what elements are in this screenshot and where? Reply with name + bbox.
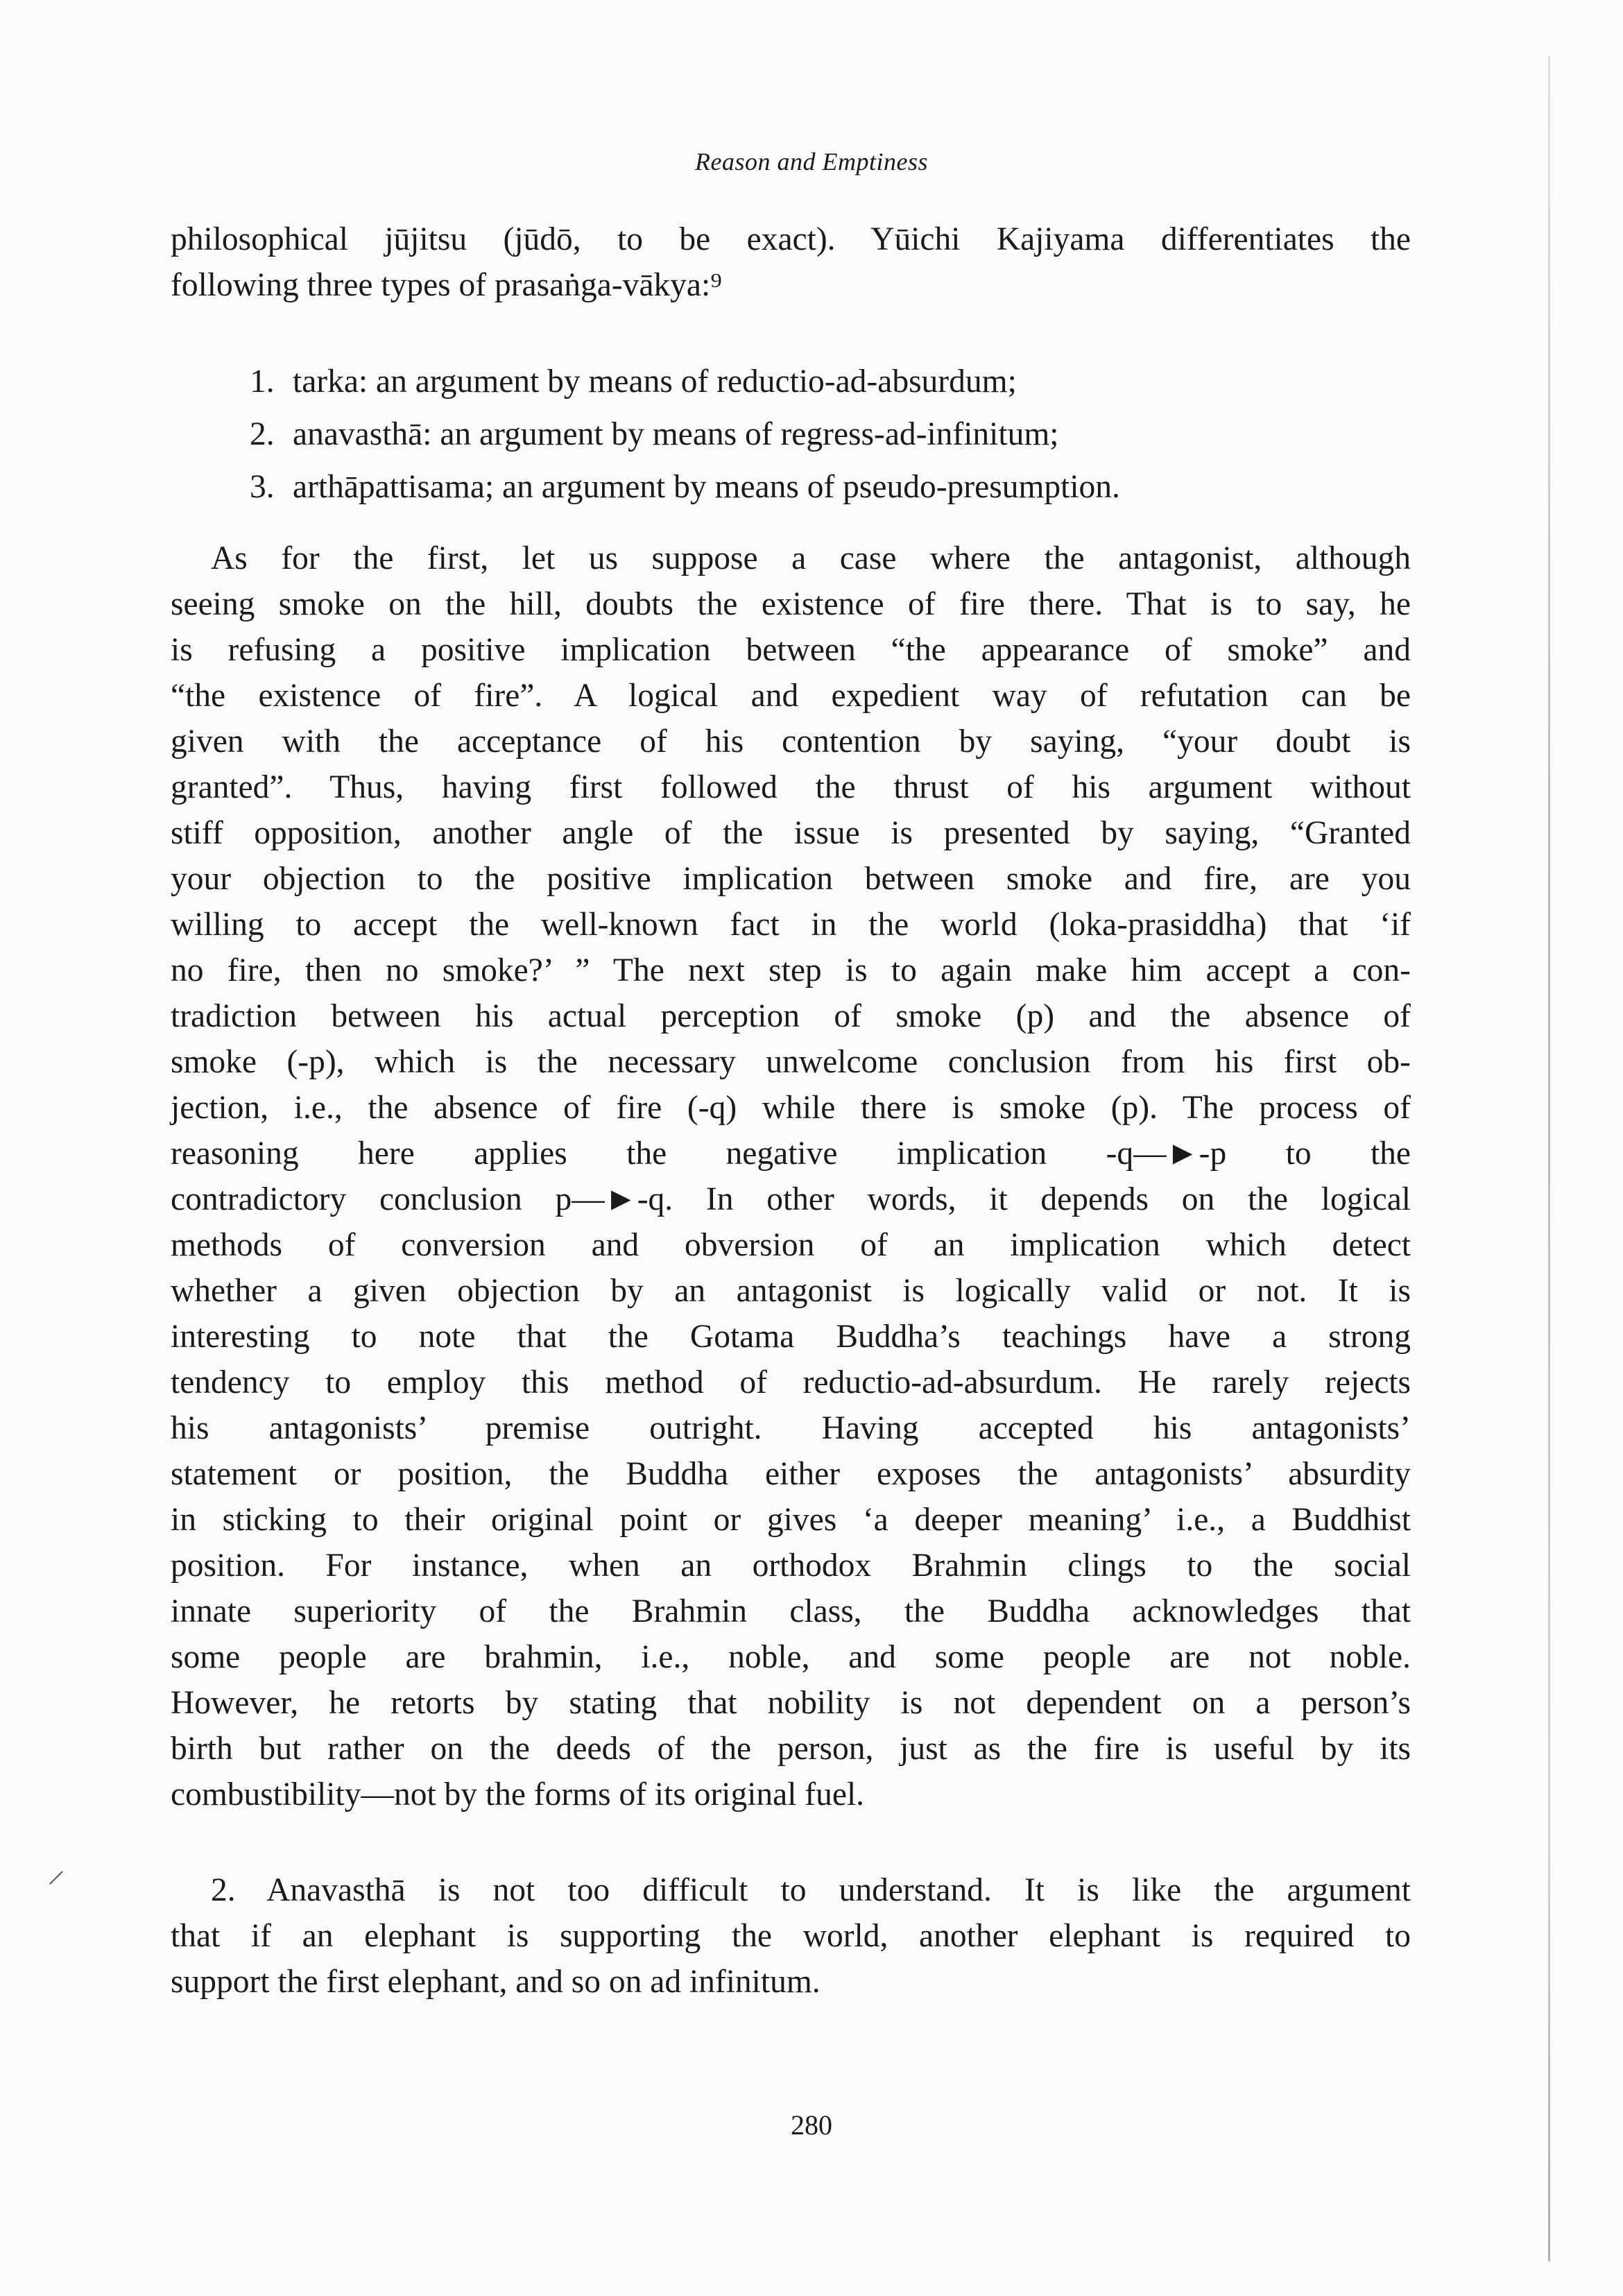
text-line: However, he retorts by stating that nobility is not dependent on a person’s bbox=[171, 1685, 1411, 1721]
text-line: your objection to the positive implication between smoke and fire, are you bbox=[171, 861, 1411, 897]
text-line: combustibility—not by the forms of its original fuel. bbox=[171, 1776, 865, 1813]
paragraph-anavastha bbox=[171, 1867, 1411, 2005]
page-number: 280 bbox=[791, 2109, 832, 2141]
text-line: seeing smoke on the hill, doubts the existence of fire there. That is to say, he bbox=[171, 586, 1411, 622]
text-line: jection, i.e., the absence of fire (-q) while there is smoke (p). The process of bbox=[171, 1090, 1411, 1126]
list-item: 1. tarka: an argument by means of reductio-ad-absurdum; bbox=[250, 363, 1017, 400]
text-line: is refusing a positive implication between “the appearance of smoke” and bbox=[171, 632, 1411, 668]
text-line: tendency to employ this method of reductio-ad-absurdum. He rarely rejects bbox=[171, 1364, 1411, 1400]
text-line: reasoning here applies the negative implication -q—►-p to the bbox=[171, 1136, 1411, 1172]
text-line: As for the first, let us suppose a case where the antagonist, although bbox=[211, 540, 1411, 576]
text-line: 2. Anavasthā is not too difficult to understand. It is like the argument bbox=[211, 1872, 1411, 1908]
text-line: whether a given objection by an antagonist is logically valid or not. It is bbox=[171, 1273, 1411, 1309]
text-line: in sticking to their original point or gives ‘a deeper meaning’ i.e., a Buddhist bbox=[171, 1502, 1411, 1538]
text-line: smoke (-p), which is the necessary unwelcome conclusion from his first ob- bbox=[171, 1044, 1411, 1080]
text-line: statement or position, the Buddha either exposes the antagonists’ absurdity bbox=[171, 1456, 1411, 1492]
text-line: following three types of prasaṅga-vākya:⁹ bbox=[171, 267, 722, 303]
text-line: his antagonists’ premise outright. Having accepted his antagonists’ bbox=[171, 1410, 1411, 1446]
text-line: “the existence of fire”. A logical and expedient way of refutation can be bbox=[171, 678, 1411, 714]
list-item: 2. anavasthā: an argument by means of regress-ad-infinitum; bbox=[250, 416, 1059, 452]
text-line: given with the acceptance of his contention by saying, “your doubt is bbox=[171, 723, 1411, 760]
text-line: no fire, then no smoke?’ ” The next step is to again make him accept a con- bbox=[171, 952, 1411, 988]
text-line: contradictory conclusion p—►-q. In other words, it depends on the logical bbox=[171, 1181, 1411, 1217]
text-line: that if an elephant is supporting the world, another elephant is required to bbox=[171, 1918, 1411, 1954]
text-line: tradiction between his actual perception of smoke (p) and the absence of bbox=[171, 998, 1411, 1034]
running-header: Reason and Emptiness bbox=[695, 148, 928, 175]
text-line: some people are brahmin, i.e., noble, and some people are not noble. bbox=[171, 1639, 1411, 1675]
list-item: 3. arthāpattisama; an argument by means of pseudo-presumption. bbox=[250, 469, 1120, 505]
prasanga-types-list bbox=[250, 355, 1120, 513]
text-line: position. For instance, when an orthodox Brahmin clings to the social bbox=[171, 1548, 1411, 1584]
text-line: stiff opposition, another angle of the issue is presented by saying, “Granted bbox=[171, 815, 1411, 851]
text-line: birth but rather on the deeds of the person, just as the fire is useful by its bbox=[171, 1731, 1411, 1767]
margin-pencil-mark bbox=[49, 1871, 63, 1885]
text-line: methods of conversion and obversion of an implication which detect bbox=[171, 1227, 1411, 1263]
text-line: willing to accept the well-known fact in the world (loka-prasiddha) that ‘if bbox=[171, 907, 1411, 943]
paragraph-intro bbox=[171, 216, 1411, 308]
scan-edge-shadow bbox=[1548, 55, 1550, 2261]
text-line: philosophical jūjitsu (jūdō, to be exact). Yūichi Kajiyama differentiates the bbox=[171, 221, 1411, 257]
text-line: support the first elephant, and so on ad infinitum. bbox=[171, 1964, 821, 2000]
text-line: granted”. Thus, having first followed the thrust of his argument without bbox=[171, 769, 1411, 805]
text-line: innate superiority of the Brahmin class, the Buddha acknowledges that bbox=[171, 1593, 1411, 1629]
text-line: interesting to note that the Gotama Buddha’s teachings have a strong bbox=[171, 1319, 1411, 1355]
paragraph-tarka bbox=[171, 536, 1411, 1817]
